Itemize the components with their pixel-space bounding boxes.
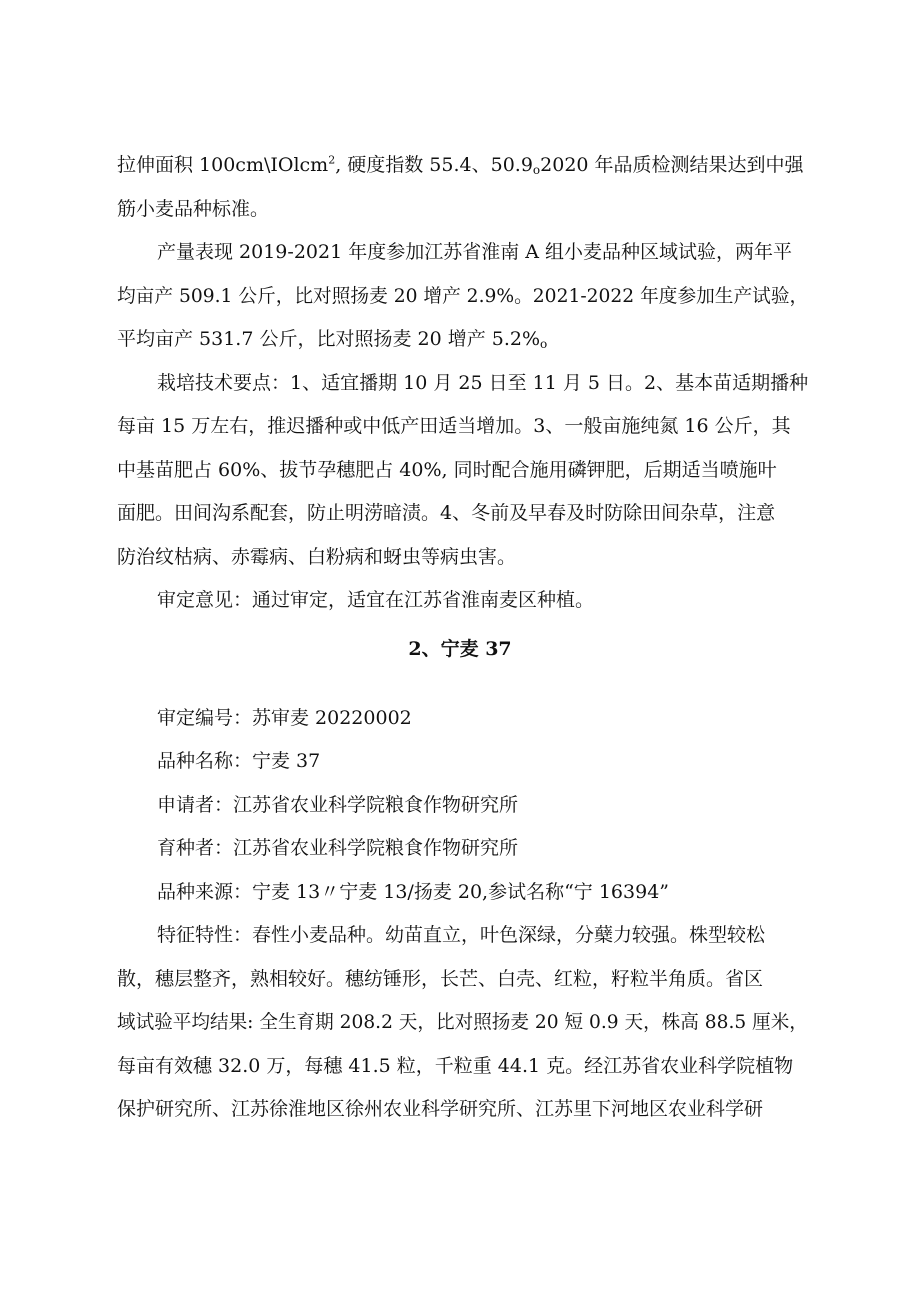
cultivation-paragraph-line-5: 防治纹枯病、赤霉病、白粉病和蚜虫等病虫害。	[117, 546, 517, 568]
variety-name: 品种名称：宁麦 37	[157, 750, 321, 772]
cultivation-paragraph-line-3: 中基苗肥占 60%、拔节孕穗肥占 40%, 同时配合施用磷钾肥，后期适当喷施叶	[117, 459, 777, 481]
quality-paragraph-line-1: 拉伸面积 100cm\IOlcm$^2$, 硬度指数 55.4、50.9o2020 年品质检测结果达到中强	[117, 153, 804, 177]
yield-paragraph-line-2: 均亩产 509.1 公斤，比对照扬麦 20 增产 2.9%。2021-2022 年度参加生产试验，	[117, 285, 809, 307]
quality-paragraph-line-2: 筋小麦品种标准。	[117, 198, 270, 220]
approval-number: 审定编号：苏审麦 20220002	[157, 707, 412, 729]
yield-paragraph-line-3: 平均亩产 531.7 公斤，比对照扬麦 20 增产 5.2%o	[117, 328, 548, 351]
traits-paragraph-line-1: 特征特性：春性小麦品种。幼苗直立，叶色深绿，分蘖力较强。株型较松	[157, 924, 766, 946]
traits-paragraph-line-4: 每亩有效穗 32.0 万，每穗 41.5 粒，千粒重 44.1 克。经江苏省农业科学院植物	[117, 1055, 794, 1077]
section-heading: 2、宁麦 37	[408, 638, 512, 660]
cultivation-paragraph-line-4: 面肥。田间沟系配套，防止明涝暗渍。4、冬前及早春及时防除田间杂草，注意	[117, 502, 776, 524]
yield-paragraph-line-1: 产量表现 2019-2021 年度参加江苏省淮南 A 组小麦品种区域试验，两年平	[157, 241, 793, 263]
variety-origin: 品种来源：宁麦 13〃宁麦 13/扬麦 20,参试名称“宁 16394”	[157, 881, 669, 903]
traits-paragraph-line-5: 保护研究所、江苏徐淮地区徐州农业科学研究所、江苏里下河地区农业科学研	[117, 1098, 764, 1120]
breeder: 育种者：江苏省农业科学院粮食作物研究所	[157, 837, 519, 859]
cultivation-paragraph-line-1: 栽培技术要点：1、适宜播期 10 月 25 日至 11 月 5 日。2、基本苗适期播种	[157, 372, 809, 394]
cultivation-paragraph-line-2: 每亩 15 万左右，推迟播种或中低产田适当增加。3、一般亩施纯氮 16 公斤，其	[117, 415, 791, 437]
traits-paragraph-line-2: 散，穗层整齐，熟相较好。穗纺锤形，长芒、白壳、红粒，籽粒半角质。省区	[117, 968, 764, 990]
applicant: 申请者：江苏省农业科学院粮食作物研究所	[157, 794, 519, 816]
traits-paragraph-line-3: 域试验平均结果: 全生育期 208.2 天，比对照扬麦 20 短 0.9 天，株高 88.5 厘米，	[117, 1011, 808, 1033]
approval-opinion: 审定意见：通过审定，适宜在江苏省淮南麦区种植。	[157, 589, 595, 611]
